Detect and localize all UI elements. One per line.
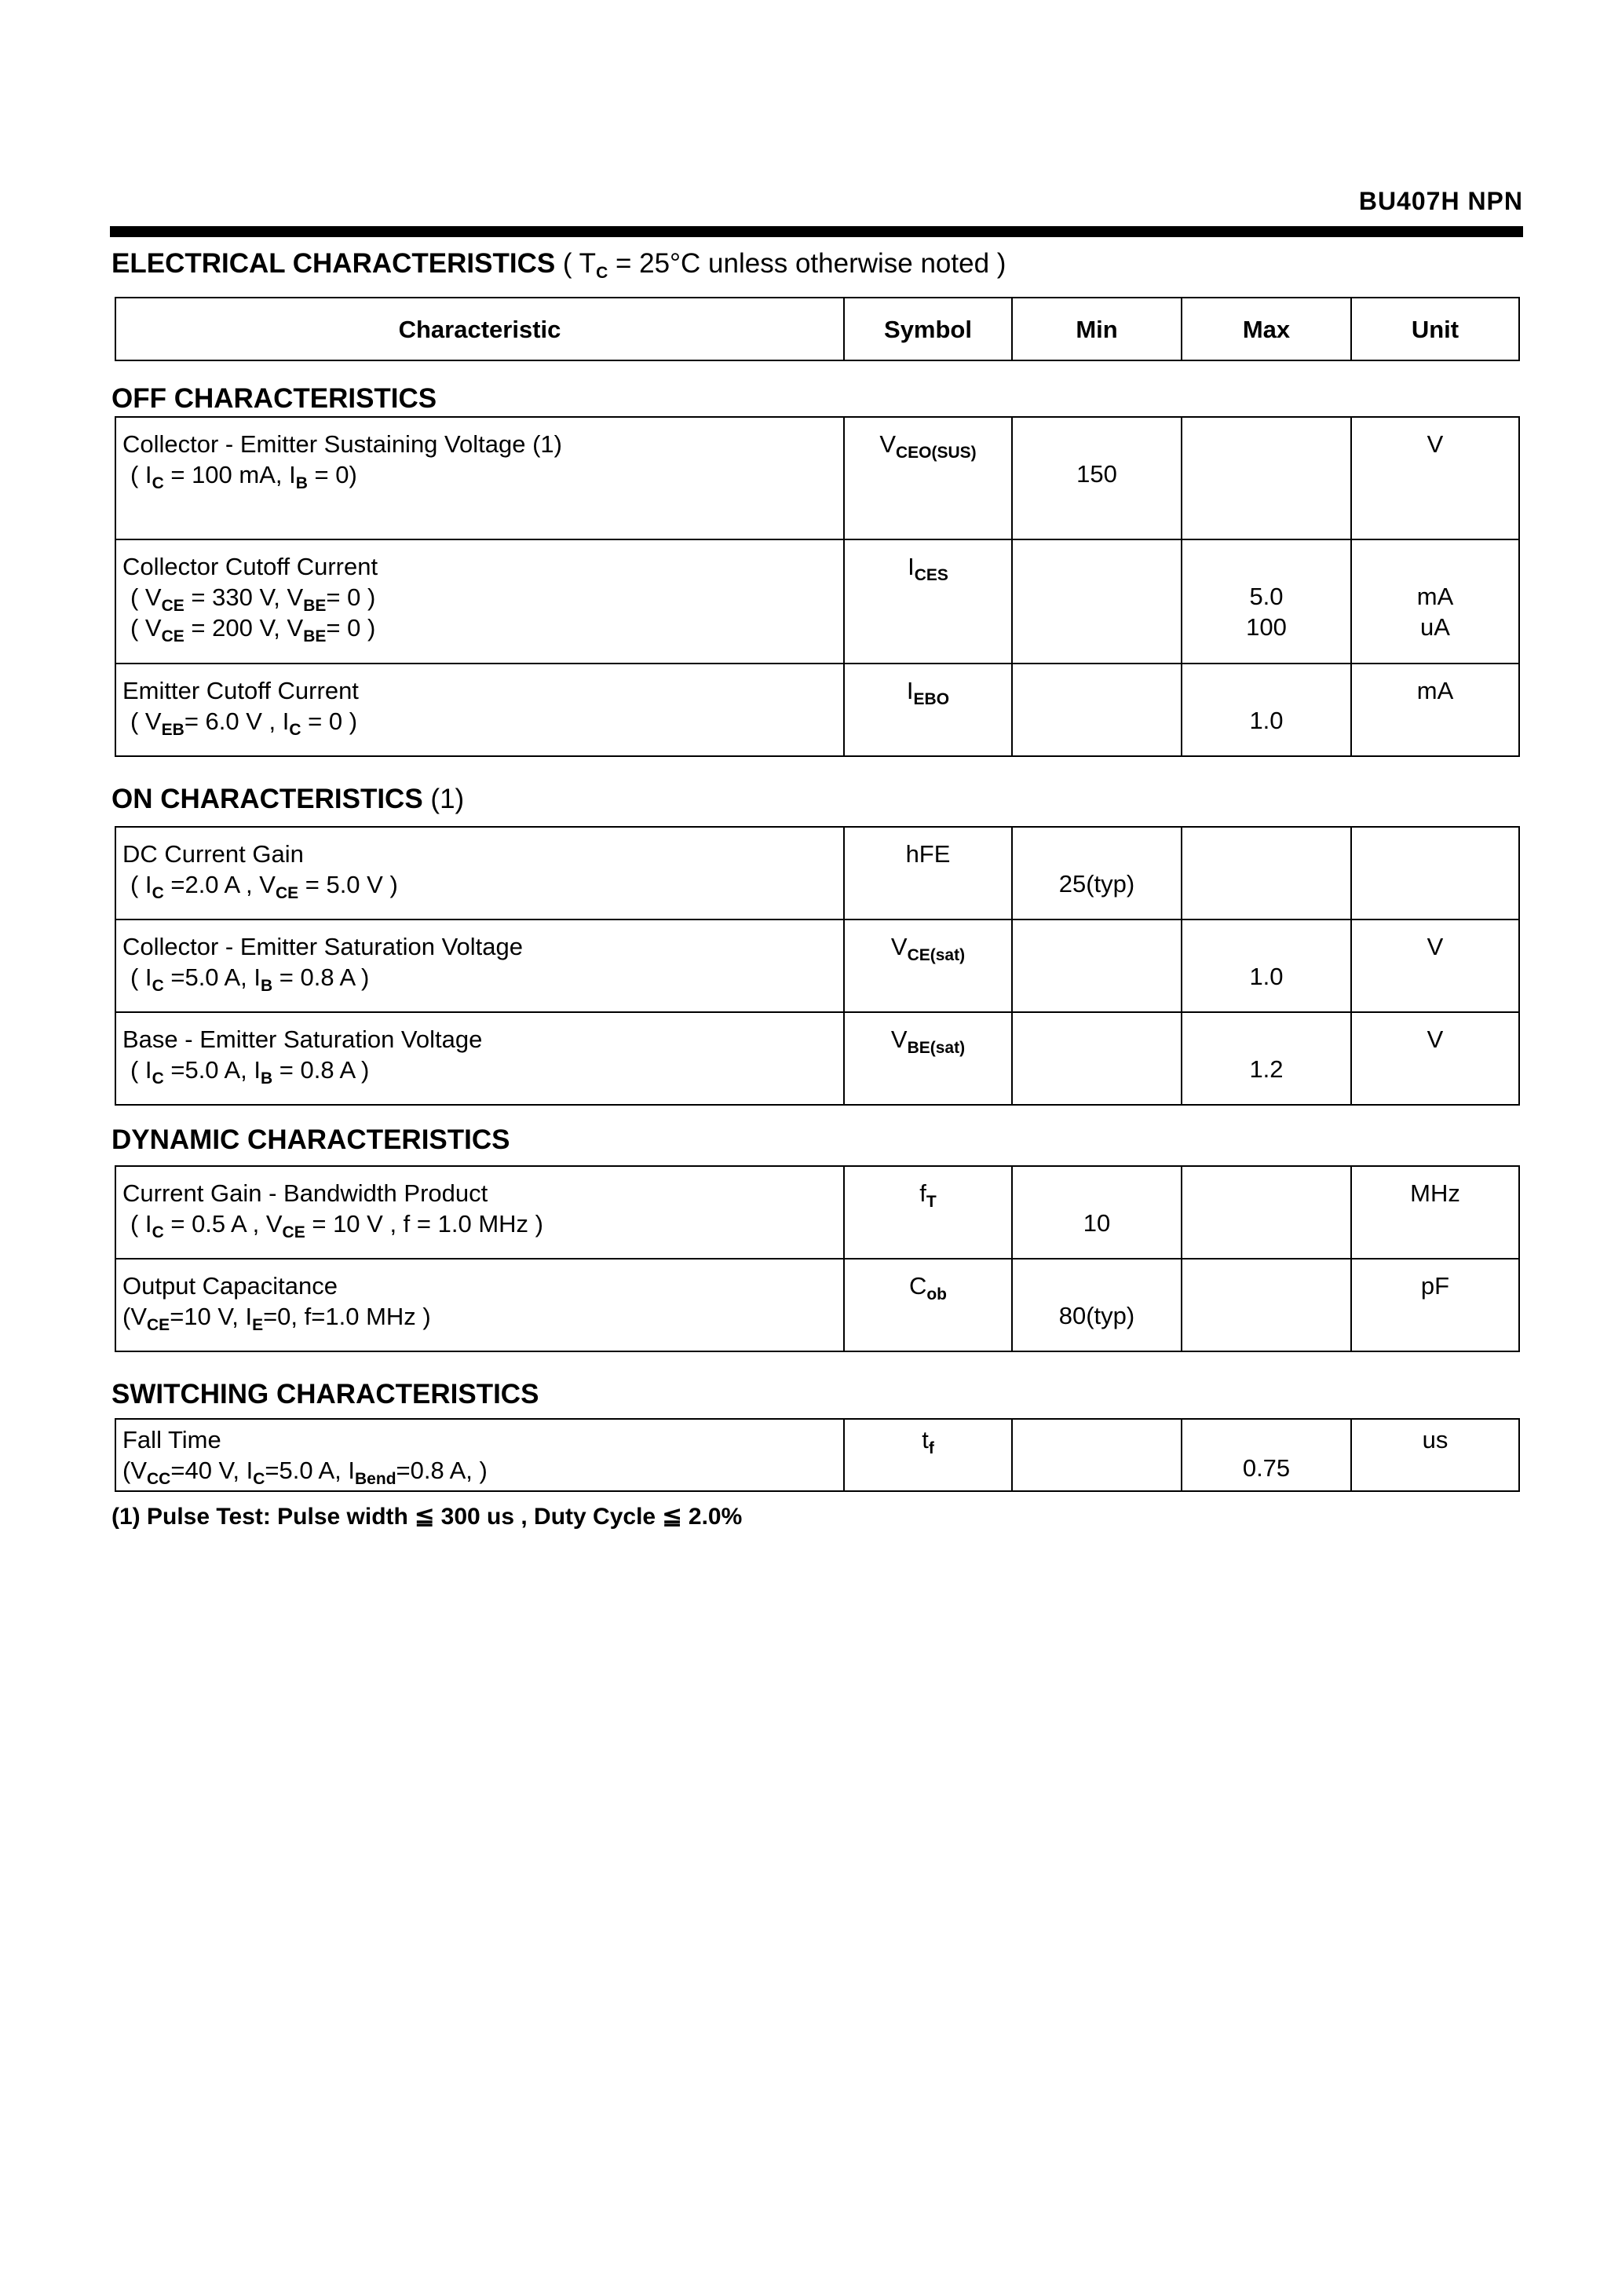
cond-text: ( I bbox=[130, 1210, 152, 1238]
table-row bbox=[115, 919, 1519, 1012]
cond-text: ( I bbox=[130, 1056, 152, 1084]
cond-text: = 6.0 V , I bbox=[184, 707, 290, 735]
cond-text: =2.0 A , V bbox=[163, 871, 276, 898]
characteristic-cell bbox=[115, 1419, 844, 1491]
cond-text: ( I bbox=[130, 461, 152, 488]
footnote: (1) Pulse Test: Pulse width ≦ 300 us , Duty Cycle ≦ 2.0% bbox=[111, 1504, 743, 1530]
cond-text: = 0.8 A ) bbox=[272, 1056, 370, 1084]
test-condition bbox=[122, 459, 837, 490]
symbol-base: I bbox=[908, 553, 915, 580]
cond-sub: CE bbox=[147, 1316, 170, 1334]
test-condition bbox=[122, 582, 837, 615]
symbol-base: C bbox=[908, 1272, 927, 1300]
unit-cell bbox=[1351, 539, 1519, 664]
cond-sub: B bbox=[295, 474, 308, 492]
symbol-cell bbox=[844, 1259, 1012, 1351]
section-on-title-note: (1) bbox=[422, 784, 465, 814]
cond-text: ( V bbox=[130, 614, 162, 642]
cond-text: =10 V, I bbox=[170, 1303, 253, 1330]
title-bold: ELECTRICAL CHARACTERISTICS bbox=[111, 248, 556, 279]
unit-cell: pF bbox=[1351, 1259, 1519, 1351]
symbol-sub: CEO(SUS) bbox=[896, 444, 977, 462]
symbol-cell bbox=[844, 417, 1012, 539]
max-cell bbox=[1182, 827, 1351, 919]
characteristic-name: Current Gain - Bandwidth Product bbox=[122, 1179, 488, 1207]
unit-cell: V bbox=[1351, 919, 1519, 1012]
test-condition bbox=[122, 962, 837, 993]
symbol-base: t bbox=[922, 1426, 929, 1453]
cond-text: ( I bbox=[130, 871, 152, 898]
max-cell bbox=[1182, 1166, 1351, 1259]
section-on-title bbox=[111, 784, 464, 815]
unit-value: mA bbox=[1416, 583, 1454, 610]
min-cell: 80(typ) bbox=[1012, 1259, 1182, 1351]
symbol-base: V bbox=[890, 1026, 908, 1053]
switching-characteristics-table bbox=[115, 1418, 1520, 1492]
characteristic-cell bbox=[115, 1012, 844, 1105]
characteristic-cell bbox=[115, 919, 844, 1012]
symbol-base: V bbox=[890, 933, 908, 960]
cond-text: = 5.0 V ) bbox=[298, 871, 398, 898]
symbol-base: V bbox=[879, 430, 896, 458]
cond-sub: E bbox=[252, 1316, 264, 1334]
cond-text: (V bbox=[122, 1303, 147, 1330]
min-cell bbox=[1012, 539, 1182, 664]
test-condition bbox=[122, 612, 837, 643]
test-condition bbox=[122, 869, 837, 900]
symbol-sub: T bbox=[926, 1193, 937, 1211]
col-characteristic: Characteristic bbox=[115, 298, 844, 360]
min-cell: 150 bbox=[1012, 417, 1182, 539]
cond-text: ( I bbox=[130, 963, 152, 991]
cond-sub: BE bbox=[303, 597, 327, 615]
characteristic-cell bbox=[115, 1259, 844, 1351]
symbol-cell bbox=[844, 1012, 1012, 1105]
characteristic-name: Emitter Cutoff Current bbox=[122, 677, 359, 704]
cond-sub: BE bbox=[303, 627, 327, 645]
symbol-sub: CE(sat) bbox=[907, 946, 966, 964]
max-cell: 1.0 bbox=[1182, 664, 1351, 756]
cond-sub: B bbox=[260, 977, 273, 995]
part-number: BU407H NPN bbox=[1358, 187, 1523, 215]
characteristic-cell bbox=[115, 1166, 844, 1259]
characteristic-name: Collector - Emitter Saturation Voltage bbox=[122, 933, 524, 960]
unit-cell: V bbox=[1351, 417, 1519, 539]
cond-text: = 0 ) bbox=[301, 707, 358, 735]
title-condition: ( T bbox=[555, 248, 597, 279]
cond-sub: CE bbox=[282, 1223, 305, 1241]
cond-text: = 0.8 A ) bbox=[272, 963, 370, 991]
table-row bbox=[115, 827, 1519, 919]
max-cell: 1.0 bbox=[1182, 919, 1351, 1012]
table-row bbox=[115, 1166, 1519, 1259]
symbol-sub: f bbox=[928, 1439, 934, 1457]
cond-sub: CE bbox=[161, 597, 184, 615]
characteristic-name: Base - Emitter Saturation Voltage bbox=[122, 1026, 483, 1053]
unit-value: uA bbox=[1420, 613, 1450, 641]
min-cell bbox=[1012, 664, 1182, 756]
table-row bbox=[115, 539, 1519, 664]
symbol-cell bbox=[844, 1419, 1012, 1491]
min-cell bbox=[1012, 1012, 1182, 1105]
max-value: 5.0 bbox=[1249, 583, 1284, 610]
unit-cell: MHz bbox=[1351, 1166, 1519, 1259]
col-symbol: Symbol bbox=[844, 298, 1012, 360]
cond-text: = 0 ) bbox=[326, 614, 376, 642]
cond-sub: C bbox=[152, 1223, 164, 1241]
cond-sub: C bbox=[253, 1470, 265, 1488]
characteristic-cell bbox=[115, 664, 844, 756]
characteristic-name: Output Capacitance bbox=[122, 1272, 338, 1300]
cond-sub: C bbox=[152, 1069, 164, 1088]
symbol-sub: EBO bbox=[913, 690, 950, 708]
symbol-cell: hFE bbox=[844, 827, 1012, 919]
characteristic-cell bbox=[115, 539, 844, 664]
col-max: Max bbox=[1182, 298, 1351, 360]
table-row bbox=[115, 1419, 1519, 1491]
cond-text: (V bbox=[122, 1457, 147, 1484]
table-row bbox=[115, 664, 1519, 756]
column-header-row bbox=[115, 298, 1519, 360]
symbol-sub: CES bbox=[914, 566, 948, 584]
min-cell bbox=[1012, 1419, 1182, 1491]
section-switching-title: SWITCHING CHARACTERISTICS bbox=[111, 1379, 539, 1409]
col-min: Min bbox=[1012, 298, 1182, 360]
cond-text: =5.0 A, I bbox=[163, 963, 261, 991]
test-condition bbox=[122, 1301, 837, 1332]
cond-text: = 0 ) bbox=[326, 583, 376, 611]
cond-sub: C bbox=[152, 884, 164, 902]
cond-sub: C bbox=[289, 721, 301, 739]
characteristic-name: Fall Time bbox=[122, 1426, 221, 1453]
table-row bbox=[115, 1012, 1519, 1105]
max-cell: 1.2 bbox=[1182, 1012, 1351, 1105]
min-cell: 10 bbox=[1012, 1166, 1182, 1259]
header-rule bbox=[110, 226, 1523, 237]
section-off-title: OFF CHARACTERISTICS bbox=[111, 383, 437, 414]
dynamic-characteristics-table bbox=[115, 1165, 1520, 1352]
unit-cell: V bbox=[1351, 1012, 1519, 1105]
min-cell: 25(typ) bbox=[1012, 827, 1182, 919]
symbol-cell bbox=[844, 1166, 1012, 1259]
cond-text: ( V bbox=[130, 583, 162, 611]
unit-cell bbox=[1351, 827, 1519, 919]
cond-text: =40 V, I bbox=[170, 1457, 254, 1484]
max-cell bbox=[1182, 539, 1351, 664]
title-condition-rest: = 25°C unless otherwise noted ) bbox=[608, 248, 1006, 279]
symbol-sub: BE(sat) bbox=[907, 1039, 966, 1057]
characteristic-name: DC Current Gain bbox=[122, 840, 304, 868]
symbol-cell bbox=[844, 539, 1012, 664]
symbol-base: I bbox=[906, 677, 914, 704]
title-condition-sub: C bbox=[596, 264, 608, 282]
table-row bbox=[115, 1259, 1519, 1351]
cond-sub: CC bbox=[147, 1470, 171, 1488]
cond-sub: Bend bbox=[355, 1470, 396, 1488]
section-on-title-bold: ON CHARACTERISTICS bbox=[111, 784, 423, 814]
min-cell bbox=[1012, 919, 1182, 1012]
cond-text: =0, f=1.0 MHz ) bbox=[263, 1303, 431, 1330]
cond-text: = 330 V, V bbox=[184, 583, 304, 611]
unit-cell: mA bbox=[1351, 664, 1519, 756]
col-unit: Unit bbox=[1351, 298, 1519, 360]
section-dynamic-title: DYNAMIC CHARACTERISTICS bbox=[111, 1124, 510, 1155]
cond-text: =0.8 A, ) bbox=[396, 1457, 488, 1484]
max-cell bbox=[1182, 417, 1351, 539]
max-cell bbox=[1182, 1259, 1351, 1351]
test-condition bbox=[122, 1055, 837, 1088]
cond-sub: C bbox=[152, 474, 164, 492]
cond-sub: EB bbox=[161, 721, 184, 739]
cond-text: =5.0 A, I bbox=[265, 1457, 356, 1484]
column-header-table bbox=[115, 297, 1520, 361]
test-condition bbox=[122, 706, 837, 737]
cond-sub: CE bbox=[275, 884, 299, 902]
cond-text: = 10 V , f = 1.0 MHz ) bbox=[305, 1210, 543, 1238]
table-row bbox=[115, 417, 1519, 539]
cond-text: = 100 mA, I bbox=[163, 461, 296, 488]
cond-text: = 0.5 A , V bbox=[163, 1210, 283, 1238]
cond-sub: CE bbox=[161, 627, 184, 645]
cond-sub: B bbox=[260, 1069, 273, 1088]
characteristic-cell bbox=[115, 827, 844, 919]
cond-text: = 0) bbox=[307, 461, 357, 488]
symbol-sub: ob bbox=[926, 1285, 948, 1303]
cond-text: =5.0 A, I bbox=[163, 1056, 261, 1084]
symbol-cell bbox=[844, 919, 1012, 1012]
symbol-cell bbox=[844, 664, 1012, 756]
unit-cell: us bbox=[1351, 1419, 1519, 1491]
characteristic-name: Collector - Emitter Sustaining Voltage (1) bbox=[122, 430, 562, 458]
test-condition bbox=[122, 1455, 837, 1486]
symbol-base: f bbox=[919, 1179, 926, 1207]
document-title bbox=[111, 248, 1006, 280]
cond-text: ( V bbox=[130, 707, 162, 735]
test-condition bbox=[122, 1208, 837, 1239]
cond-text: = 200 V, V bbox=[184, 614, 304, 642]
on-characteristics-table bbox=[115, 826, 1520, 1106]
max-value: 100 bbox=[1246, 613, 1287, 641]
off-characteristics-table bbox=[115, 416, 1520, 757]
max-cell: 0.75 bbox=[1182, 1419, 1351, 1491]
cond-sub: C bbox=[152, 977, 164, 995]
characteristic-name: Collector Cutoff Current bbox=[122, 553, 378, 580]
characteristic-cell bbox=[115, 417, 844, 539]
